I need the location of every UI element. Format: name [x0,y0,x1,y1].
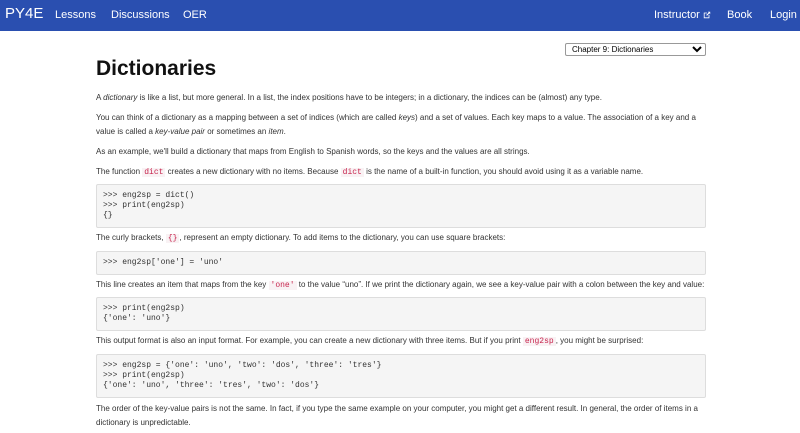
paragraph-1: A dictionary is like a list, but more general. In a list, the index positions have to be integers; in a dictionary, the indices can be (almost) any type. [96,93,602,102]
nav-book[interactable]: Book [727,9,753,21]
inline-code: dict [144,168,164,177]
inline-code: eng2sp [524,337,554,346]
paragraph-3: As an example, we'll build a dictionary that maps from English to Spanish words, so the keys and the values are all strings. [96,147,530,156]
code-block-3: >>> print(eng2sp) {'one': 'uno'} [96,297,706,331]
paragraph-7: This output format is also an input format. For example, you can create a new dictionary with three items. But if you print eng2sp , you might be surprised: [96,336,644,346]
nav-discussions[interactable]: Discussions [111,9,170,21]
code-block-2: >>> eng2sp['one'] = 'uno' [96,251,706,275]
inline-code: dict [342,168,362,177]
paragraph-5: The curly brackets, {} , represent an empty dictionary. To add items to the dictionary, you can use square brackets: [96,233,506,243]
paragraph-2: You can think of a dictionary as a mapping between a set of indices (which are called keys) and a set of values. Each key maps to a value. The association of a key and a value is called a key-value pair or sometimes an item. [96,113,696,136]
page-title: Dictionaries [96,57,217,80]
chapter-select[interactable] [565,43,706,56]
paragraph-4: The function dict creates a new dictionary with no items. Because dict is the name of a built-in function, you should avoid using it as a variable name. [96,167,644,177]
nav-oer[interactable]: OER [183,9,207,21]
code-block-4: >>> eng2sp = {'one': 'uno', 'two': 'dos', 'three': 'tres'} >>> print(eng2sp) {'one': 'uno', 'three': 'tres', 'two': 'dos'} [96,354,706,398]
brand-link[interactable]: PY4E [5,5,44,22]
paragraph-8: The order of the key-value pairs is not the same. In fact, if you type the same example on your computer, you might get a different result. In general, the order of items in a dictionary is unpredictable. [96,404,698,427]
inline-code: 'one' [270,281,295,290]
nav-instructor-label: Instructor [654,9,700,21]
inline-code: {} [167,234,178,243]
top-navbar [0,0,800,31]
external-link-icon [703,11,711,19]
nav-login[interactable]: Login [770,9,797,21]
code-block-1: >>> eng2sp = dict() >>> print(eng2sp) {} [96,184,706,228]
nav-instructor[interactable] [654,9,711,21]
nav-lessons[interactable]: Lessons [55,9,96,21]
paragraph-6: This line creates an item that maps from the key 'one' to the value “uno”. If we print the dictionary again, we see a key-value pair with a colon between the key and value: [96,280,705,290]
